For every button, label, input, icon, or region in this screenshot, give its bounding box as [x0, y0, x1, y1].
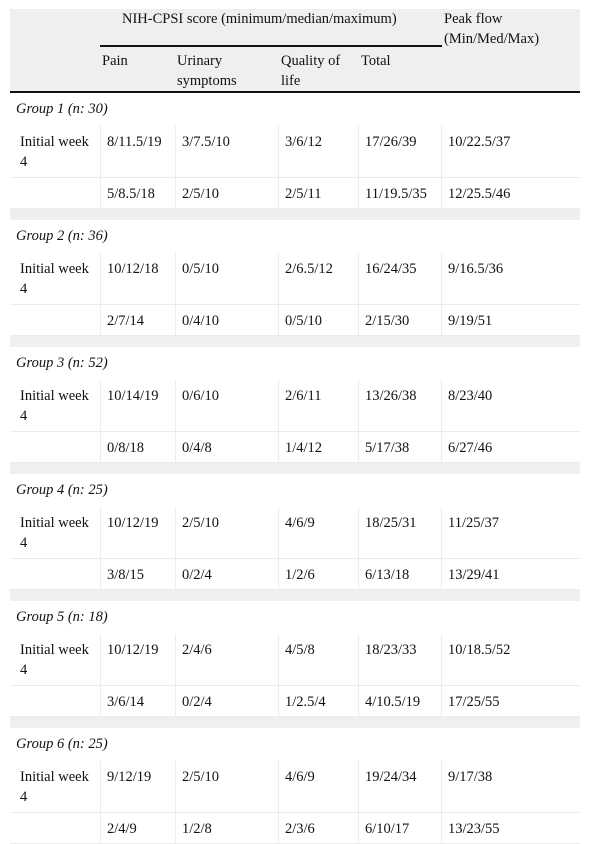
quality-of-life-cell: 1/2/6	[278, 559, 358, 589]
quality-of-life-cell: 3/6/12	[278, 126, 358, 177]
table-body	[10, 93, 580, 844]
total-header: Total	[361, 53, 391, 69]
total-cell: 5/17/38	[358, 432, 441, 462]
pain-cell: 2/4/9	[100, 813, 175, 843]
data-table	[10, 9, 580, 844]
row-label-cell: Initial week 4	[20, 769, 89, 805]
quality-of-life-cell: 2/3/6	[278, 813, 358, 843]
group-title: Group 6 (n: 25)	[10, 728, 580, 761]
peak-flow-cell: 9/19/51	[441, 305, 580, 335]
table-row	[10, 634, 580, 686]
table-row	[10, 761, 580, 813]
row-label-cell	[10, 432, 100, 462]
row-label-cell: Initial week 4	[20, 134, 89, 170]
pain-cell: 10/12/19	[100, 634, 175, 685]
row-label-cell: Initial week 4	[20, 261, 89, 297]
total-cell: 18/23/33	[358, 634, 441, 685]
peak-flow-cell: 11/25/37	[441, 507, 580, 558]
quality-of-life-cell: 4/6/9	[278, 507, 358, 558]
urinary-cell: 1/2/8	[175, 813, 278, 843]
pain-cell: 0/8/18	[100, 432, 175, 462]
group-spacer	[10, 336, 580, 347]
total-cell: 19/24/34	[358, 761, 441, 812]
pain-cell: 3/8/15	[100, 559, 175, 589]
table-row	[10, 507, 580, 559]
urinary-cell: 2/5/10	[175, 761, 278, 812]
total-cell: 13/26/38	[358, 380, 441, 431]
quality-of-life-cell: 4/6/9	[278, 761, 358, 812]
group-title: Group 1 (n: 30)	[10, 93, 580, 126]
row-label-cell: Initial week 4	[20, 515, 89, 551]
peak-flow-header: Peak flow (Min/Med/Max)	[444, 11, 540, 47]
group-spacer	[10, 717, 580, 728]
total-cell: 16/24/35	[358, 253, 441, 304]
quality-of-life-cell: 2/6.5/12	[278, 253, 358, 304]
total-cell: 18/25/31	[358, 507, 441, 558]
urinary-cell: 0/5/10	[175, 253, 278, 304]
pain-cell: 10/12/19	[100, 507, 175, 558]
pain-cell: 2/7/14	[100, 305, 175, 335]
quality-of-life-cell: 2/5/11	[278, 178, 358, 208]
quality-of-life-cell: 2/6/11	[278, 380, 358, 431]
total-cell: 6/10/17	[358, 813, 441, 843]
total-cell: 11/19.5/35	[358, 178, 441, 208]
quality-of-life-cell: 4/5/8	[278, 634, 358, 685]
table-header	[10, 9, 580, 91]
peak-flow-cell: 10/22.5/37	[441, 126, 580, 177]
group-title: Group 3 (n: 52)	[10, 347, 580, 380]
quality-of-life-cell: 1/2.5/4	[278, 686, 358, 716]
urinary-cell: 0/2/4	[175, 686, 278, 716]
total-cell: 17/26/39	[358, 126, 441, 177]
table-row	[10, 686, 580, 717]
header-span-rule	[100, 45, 442, 47]
peak-flow-cell: 9/16.5/36	[441, 253, 580, 304]
group-title: Group 4 (n: 25)	[10, 474, 580, 507]
peak-flow-cell: 8/23/40	[441, 380, 580, 431]
urinary-cell: 2/5/10	[175, 178, 278, 208]
urinary-symptoms-header: Urinary symptoms	[177, 53, 237, 89]
urinary-cell: 0/4/10	[175, 305, 278, 335]
urinary-cell: 3/7.5/10	[175, 126, 278, 177]
urinary-cell: 2/4/6	[175, 634, 278, 685]
total-cell: 6/13/18	[358, 559, 441, 589]
peak-flow-cell: 10/18.5/52	[441, 634, 580, 685]
table-row	[10, 305, 580, 336]
peak-flow-cell: 12/25.5/46	[441, 178, 580, 208]
pain-cell: 10/14/19	[100, 380, 175, 431]
quality-of-life-header: Quality of life	[281, 53, 341, 89]
group-spacer	[10, 590, 580, 601]
urinary-cell: 0/6/10	[175, 380, 278, 431]
pain-cell: 3/6/14	[100, 686, 175, 716]
peak-flow-cell: 13/23/55	[441, 813, 580, 843]
row-label-cell	[10, 813, 100, 843]
group-title: Group 2 (n: 36)	[10, 220, 580, 253]
pain-cell: 9/12/19	[100, 761, 175, 812]
urinary-cell: 0/2/4	[175, 559, 278, 589]
row-label-cell	[10, 559, 100, 589]
table-row	[10, 380, 580, 432]
row-label-cell: Initial week 4	[20, 388, 89, 424]
table-row	[10, 126, 580, 178]
quality-of-life-cell: 1/4/12	[278, 432, 358, 462]
peak-flow-cell: 6/27/46	[441, 432, 580, 462]
row-label-cell	[10, 686, 100, 716]
group-title: Group 5 (n: 18)	[10, 601, 580, 634]
group-spacer	[10, 463, 580, 474]
pain-cell: 8/11.5/19	[100, 126, 175, 177]
row-label-cell	[10, 305, 100, 335]
pain-cell: 10/12/18	[100, 253, 175, 304]
row-label-cell: Initial week 4	[20, 642, 89, 678]
pain-header: Pain	[102, 53, 128, 69]
pain-cell: 5/8.5/18	[100, 178, 175, 208]
total-cell: 2/15/30	[358, 305, 441, 335]
table-row	[10, 432, 580, 463]
row-label-cell	[10, 178, 100, 208]
table-row	[10, 559, 580, 590]
peak-flow-cell: 13/29/41	[441, 559, 580, 589]
peak-flow-cell: 17/25/55	[441, 686, 580, 716]
table-row	[10, 178, 580, 209]
group-spacer	[10, 209, 580, 220]
table-row	[10, 253, 580, 305]
urinary-cell: 0/4/8	[175, 432, 278, 462]
total-cell: 4/10.5/19	[358, 686, 441, 716]
urinary-cell: 2/5/10	[175, 507, 278, 558]
peak-flow-cell: 9/17/38	[441, 761, 580, 812]
quality-of-life-cell: 0/5/10	[278, 305, 358, 335]
nih-cpsi-header: NIH-CPSI score (minimum/median/maximum)	[122, 11, 397, 27]
